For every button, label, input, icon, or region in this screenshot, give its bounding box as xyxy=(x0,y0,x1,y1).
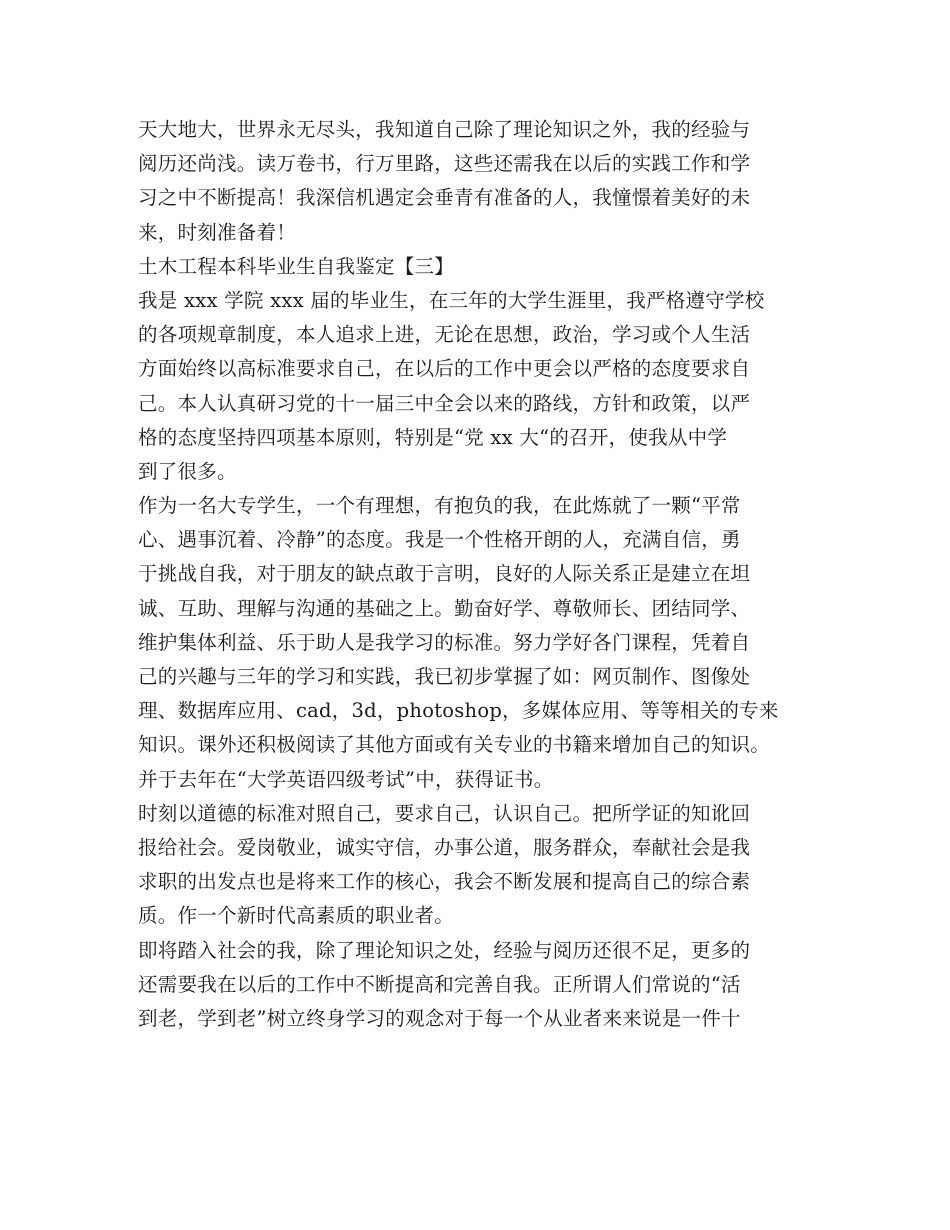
text-line: 于挑战自我，对于朋友的缺点敢于言明，良好的人际关系正是建立在坦 xyxy=(138,562,751,586)
text-line: 并于去年在“大学英语四级考试”中，获得证书。 xyxy=(138,767,554,791)
text-line: 报给社会。爱岗敬业，诚实守信，办事公道，服务群众，奉献社会是我 xyxy=(138,835,751,859)
text-line: 还需要我在以后的工作中不断提高和完善自我。正所谓人们常说的“活 xyxy=(138,972,741,996)
text-line: 维护集体利益、乐于助人是我学习的标准。努力学好各门课程，凭着自 xyxy=(138,630,751,654)
section-heading: 土木工程本科毕业生自我鉴定【三】 xyxy=(138,254,455,278)
text-line: 到老，学到老”树立终身学习的观念对于每一个从业者来来说是一件十 xyxy=(138,1006,741,1030)
text-line: 我是 xxx 学院 xxx 届的毕业生，在三年的大学生涯里，我严格遵守学校 xyxy=(138,288,765,312)
text-line: 习之中不断提高！我深信机遇定会垂青有准备的人，我憧憬着美好的未 xyxy=(138,186,751,210)
text-line: 即将踏入社会的我，除了理论知识之处，经验与阅历还很不足，更多的 xyxy=(138,938,751,962)
text-line: 作为一名大专学生，一个有理想，有抱负的我，在此炼就了一颗“平常 xyxy=(138,494,741,518)
text-line: 到了很多。 xyxy=(138,459,237,483)
text-line: 己的兴趣与三年的学习和实践，我已初步掌握了如：网页制作、图像处 xyxy=(138,665,751,688)
text-line: 方面始终以高标准要求自己，在以后的工作中更会以严格的态度要求自 xyxy=(138,357,751,381)
text-line: 的各项规章制度，本人追求上进，无论在思想，政治，学习或个人生活 xyxy=(138,323,751,347)
text-line: 来，时刻准备着！ xyxy=(138,220,297,244)
text-line: 质。作一个新时代高素质的职业者。 xyxy=(138,904,455,928)
text-line: 天大地大，世界永无尽头，我知道自己除了理论知识之外，我的经验与 xyxy=(138,118,751,141)
text-line: 己。本人认真研习党的十一届三中全会以来的路线，方针和政策，以严 xyxy=(138,391,751,415)
text-line: 求职的出发点也是将来工作的核心，我会不断发展和提高自己的综合素 xyxy=(138,870,751,894)
text-line: 诚、互助、理解与沟通的基础之上。勤奋好学、尊敬师长、团结同学、 xyxy=(138,596,751,620)
text-line: 理、数据库应用、cad，3d，photoshop，多媒体应用、等等相关的专来 xyxy=(138,699,779,723)
text-line: 阅历还尚浅。读万卷书，行万里路，这些还需我在以后的实践工作和学 xyxy=(138,152,751,176)
text-line: 格的态度坚持四项基本原则，特别是“党 xx 大“的召开，使我从中学 xyxy=(138,425,728,449)
text-line: 心、遇事沉着、冷静”的态度。我是一个性格开朗的人，充满自信，勇 xyxy=(138,528,741,552)
text-line: 知识。课外还积极阅读了其他方面或有关专业的书籍来增加自己的知识。 xyxy=(138,733,771,757)
text-line: 时刻以道德的标准对照自己，要求自己，认识自己。把所学证的知讹回 xyxy=(138,801,751,825)
document-body xyxy=(138,113,838,1036)
